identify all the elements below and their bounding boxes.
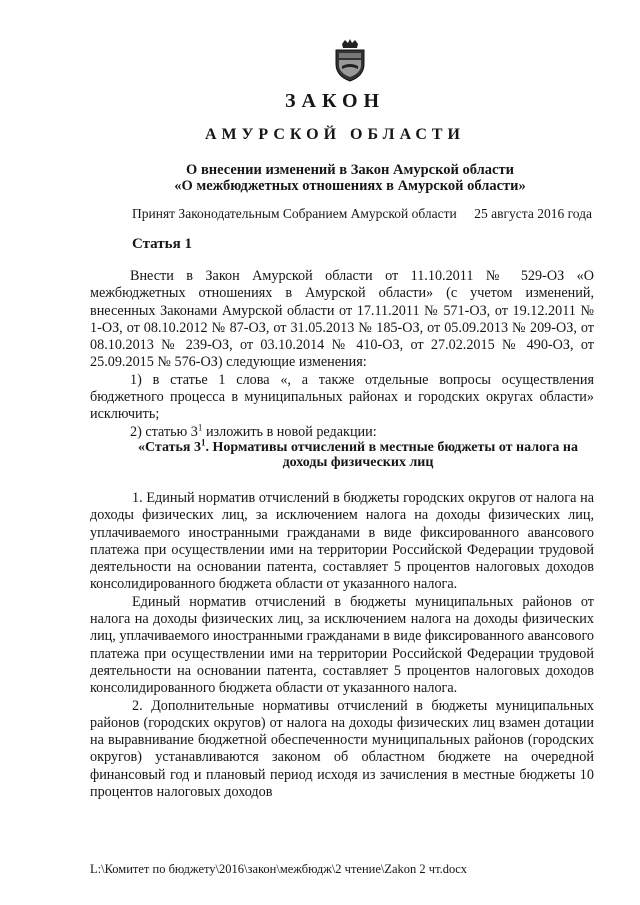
new-article-heading xyxy=(128,437,588,470)
new-article-title-end: . Нормативы отчислений в местные бюджеты от налога на доходы физических лиц xyxy=(205,440,578,470)
paragraph-3: 2. Дополнительные нормативы отчислений в бюджеты муниципальных районов (городских округов) от налога на доходы физических лиц взамен дотации на выравнивание бюджетной обеспеченности муниципальных районов (городских округов) устанавливаются законом об областном бюджете на очередной финансовый год и плановый период исходя из зачисления в местные бюджеты 10 процентов налоговых доходов xyxy=(90,697,594,801)
law-title xyxy=(130,162,570,194)
adoption-line xyxy=(132,206,592,222)
adoption-date: 25 августа 2016 года xyxy=(474,206,592,221)
new-article-sup: 1 xyxy=(200,437,206,448)
article-body xyxy=(90,268,594,441)
intro-paragraph: Внести в Закон Амурской области от 11.10.2011 № 529-ОЗ «О межбюджетных отношениях в Амурской области» (с учетом изменений, внесенных Законами Амурской области от 17.11.2011 № 571-ОЗ, от 19.12.2011 № 1-ОЗ, от 08.10.2012 № 87-ОЗ, от 31.05.2013 № 185-ОЗ, от 05.09.2013 № 209-ОЗ, от 08.10.2013 № 239-ОЗ, от 03.10.2014 № 410-ОЗ, от 27.02.2015 № 490-ОЗ, от 25.09.2015 № 576-ОЗ) следующие изменения: xyxy=(90,268,594,371)
document-type: ЗАКОН xyxy=(284,90,386,112)
item-2 xyxy=(90,421,594,441)
new-article-body xyxy=(90,490,594,801)
paragraph-2: Единый норматив отчислений в бюджеты муниципальных районов от налога на доходы физических лиц, за исключением налога на доходы физических лиц, уплачиваемого иностранными гражданами в виде фиксированного авансового платежа при осуществлении ими на территории Российской Федерации трудовой деятельности на основании патента, составляет 5 процентов налоговых доходов консолидированного бюджета области от указанного налога. xyxy=(90,593,594,697)
item-1: 1) в статье 1 слова «, а также отдельные вопросы осуществления бюджетного процесса в муниципальных районах и городских округах области» исключить; xyxy=(90,371,594,423)
adopted-by: Принят Законодательным Собранием Амурской области xyxy=(132,206,457,221)
paragraph-1: 1. Единый норматив отчислений в бюджеты городских округов от налога на доходы физических лиц, за исключением налога на доходы физических лиц, уплачиваемого иностранными гражданами в виде фиксированного авансового платежа при осуществлении ими на территории Российской Федерации трудовой деятельности на основании патента, составляет 5 процентов налоговых доходов консолидированного бюджета области от указанного налога. xyxy=(90,490,594,593)
item-2-sup: 1 xyxy=(197,421,203,432)
item-2-text-end: изложить в новой редакции: xyxy=(202,423,377,440)
new-article-title: «Статья 3 xyxy=(138,440,201,455)
law-title-line1: О внесении изменений в Закон Амурской области xyxy=(186,162,514,178)
law-title-line2: «О межбюджетных отношениях в Амурской области» xyxy=(174,178,526,194)
file-path-footer: L:\Комитет по бюджету\2016\закон\межбюдж\2 чтение\Zakon 2 чт.docx xyxy=(90,862,468,876)
coat-of-arms-icon xyxy=(330,38,370,82)
item-2-text: 2) статью 3 xyxy=(130,423,198,440)
article-heading: Статья 1 xyxy=(132,236,192,252)
region-name: АМУРСКОЙ ОБЛАСТИ xyxy=(205,126,465,143)
